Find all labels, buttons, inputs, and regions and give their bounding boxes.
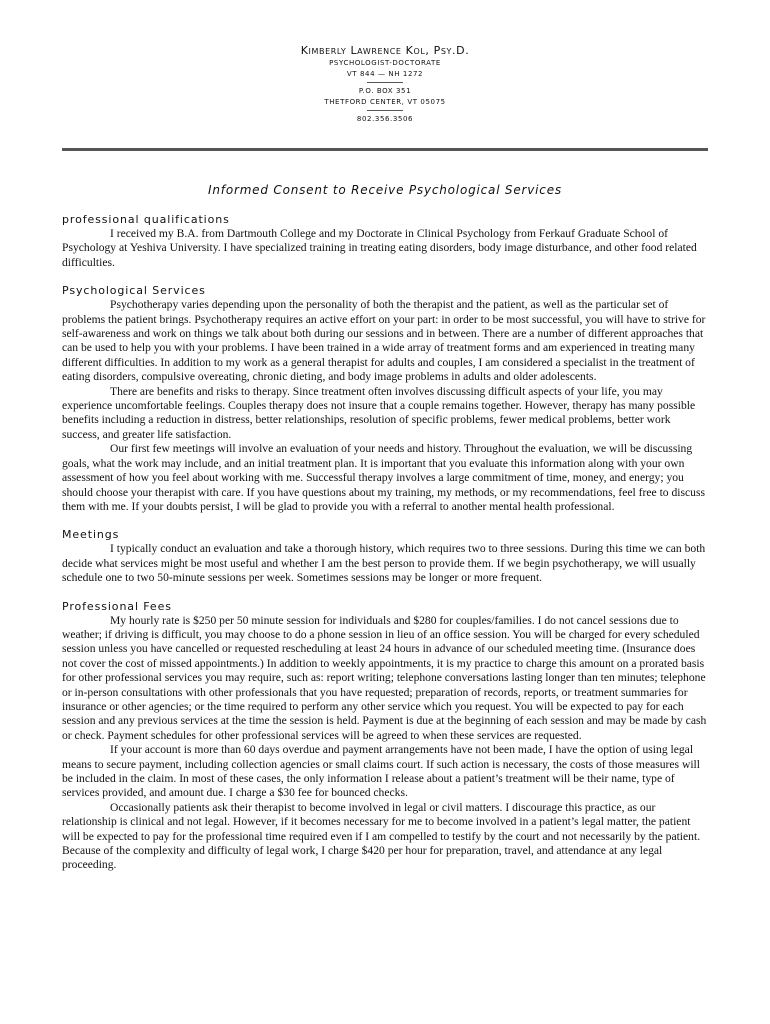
paragraph: My hourly rate is $250 per 50 minute session for individuals and $280 for couples/families. I do not cancel sessions due to weather; if driving is difficult, you may choose to do a phone session in lieu of an office session. You will be charged for every scheduled session unless you have cancelled or requested rescheduling at least 24 hours in advance of our scheduled meeting time. (Insurance does not cover the cost of missed appointments.) In addition to weekly appointments, it is my practice to charge this amount on a prorated basis for other professional services you may require, such as: report writing; telephone conversations lasting longer than ten minutes; telephone or in-person consultations with other professionals that you have requested; preparation of records, reports, or treatment summaries for insurance or other agencies; or the time required to perform any other service which you request. You will be expected to pay for each session and any previous services at the time the session is held. Payment is due at the beginning of each session and may be made by cash or check. Payment schedules for other professional services will be agreed to when these services are requested. [62,613,707,742]
paragraph: Occasionally patients ask their therapist to become involved in legal or civil matters. I discourage this practice, as our relationship is clinical and not legal. However, if it becomes necessary for me to become involved in a patient’s legal matter, the patient will be expected to pay for the professional time required even if I am compelled to testify by the court and not necessarily by the patient. Because of the complexity and difficulty of legal work, I charge $420 per hour for preparation, travel, and attendance at any legal proceeding. [62,800,701,872]
letterhead [62,44,708,125]
section-heading: Professional Fees [62,599,172,613]
document-page [62,0,708,873]
section-meetings [62,528,708,585]
letterhead-divider [367,110,403,111]
practitioner-title: PSYCHOLOGIST-DOCTORATE [329,59,441,67]
paragraph: I received my B.A. from Dartmouth College and my Doctorate in Clinical Psychology from Ferkauf Graduate School of Psychology at Yeshiva University. I have specialized training in treating eating disorders, body image disturbance, and other food related difficulties. [62,227,697,269]
section-qualifications [62,213,708,270]
paragraph: Psychotherapy varies depending upon the personality of both the therapist and the patient, as well as the particular set of problems the patient brings. Psychotherapy requires an active effort on your part: in order to be most successful, you will have to strive for self-awareness and work on things we talk about both during our sessions and in between. There are a number of different approaches that can be used to help you with your problems. I have been trained in a wide array of treatment forms and am experienced in treating many different difficulties. In addition to my work as a general therapist for adults and couples, I am considered a specialist in the treatment of eating disorders, compulsive overeating, chronic dieting, and body image problems in adults and older adolescents. [62,298,706,384]
section-heading: professional qualifications [62,213,230,226]
header-rule [62,148,708,151]
license-numbers: VT 844 — NH 1272 [346,70,424,78]
paragraph: There are benefits and risks to therapy. Since treatment often involves discussing difficult aspects of your life, you may experience uncomfortable feelings. Couples therapy does not insure that a couple remains together. However, therapy has many possible benefits including a reduction in distress, better relationships, resolution of specific problems, fewer medical problems, better work success, and greater life satisfaction. [62,384,696,441]
document-title: Informed Consent to Receive Psychological Services [208,183,562,197]
address-line-1: P.O. BOX 351 [358,87,412,95]
paragraph: If your account is more than 60 days overdue and payment arrangements have not been made, I have the option of using legal means to secure payment, including collection agencies or small claims court. If such action is necessary, the costs of those measures will be included in the claim. In most of these cases, the only information I release about a patient’s treatment will be their name, type of services provided, and amount due. I charge a $30 fee for bounced checks. [62,743,701,800]
section-psychological-services [62,284,708,514]
section-heading: Meetings [62,528,120,542]
section-heading: Psychological Services [62,284,206,298]
phone-number: 802.356.3506 [356,115,414,123]
section-professional-fees [62,600,708,873]
letterhead-divider [367,82,403,83]
paragraph: Our first few meetings will involve an evaluation of your needs and history. Throughout the evaluation, we will be discussing goals, what the work may include, and an initial treatment plan. It is important that you evaluate this information along with your own assessment of how you feel about working with me. Successful therapy involves a large commitment of time, money, and energy; you should choose your therapist with care. If you have questions about my training, my methods, or my recommendations, feel free to discuss them with me. If your doubts persist, I will be glad to provide you with a referral to another mental health professional. [62,442,705,513]
paragraph: I typically conduct an evaluation and take a thorough history, which requires two to three sessions. During this time we can both decide what services might be most useful and whether I am the best person to provide them. If we begin psychotherapy, we will usually schedule one to two 50-minute sessions per week. Sometimes sessions may be longer or more frequent. [62,542,706,585]
practitioner-name: Kimberly Lawrence Kol, Psy.D. [300,44,470,57]
address-line-2: THETFORD CENTER, VT 05075 [324,98,446,106]
